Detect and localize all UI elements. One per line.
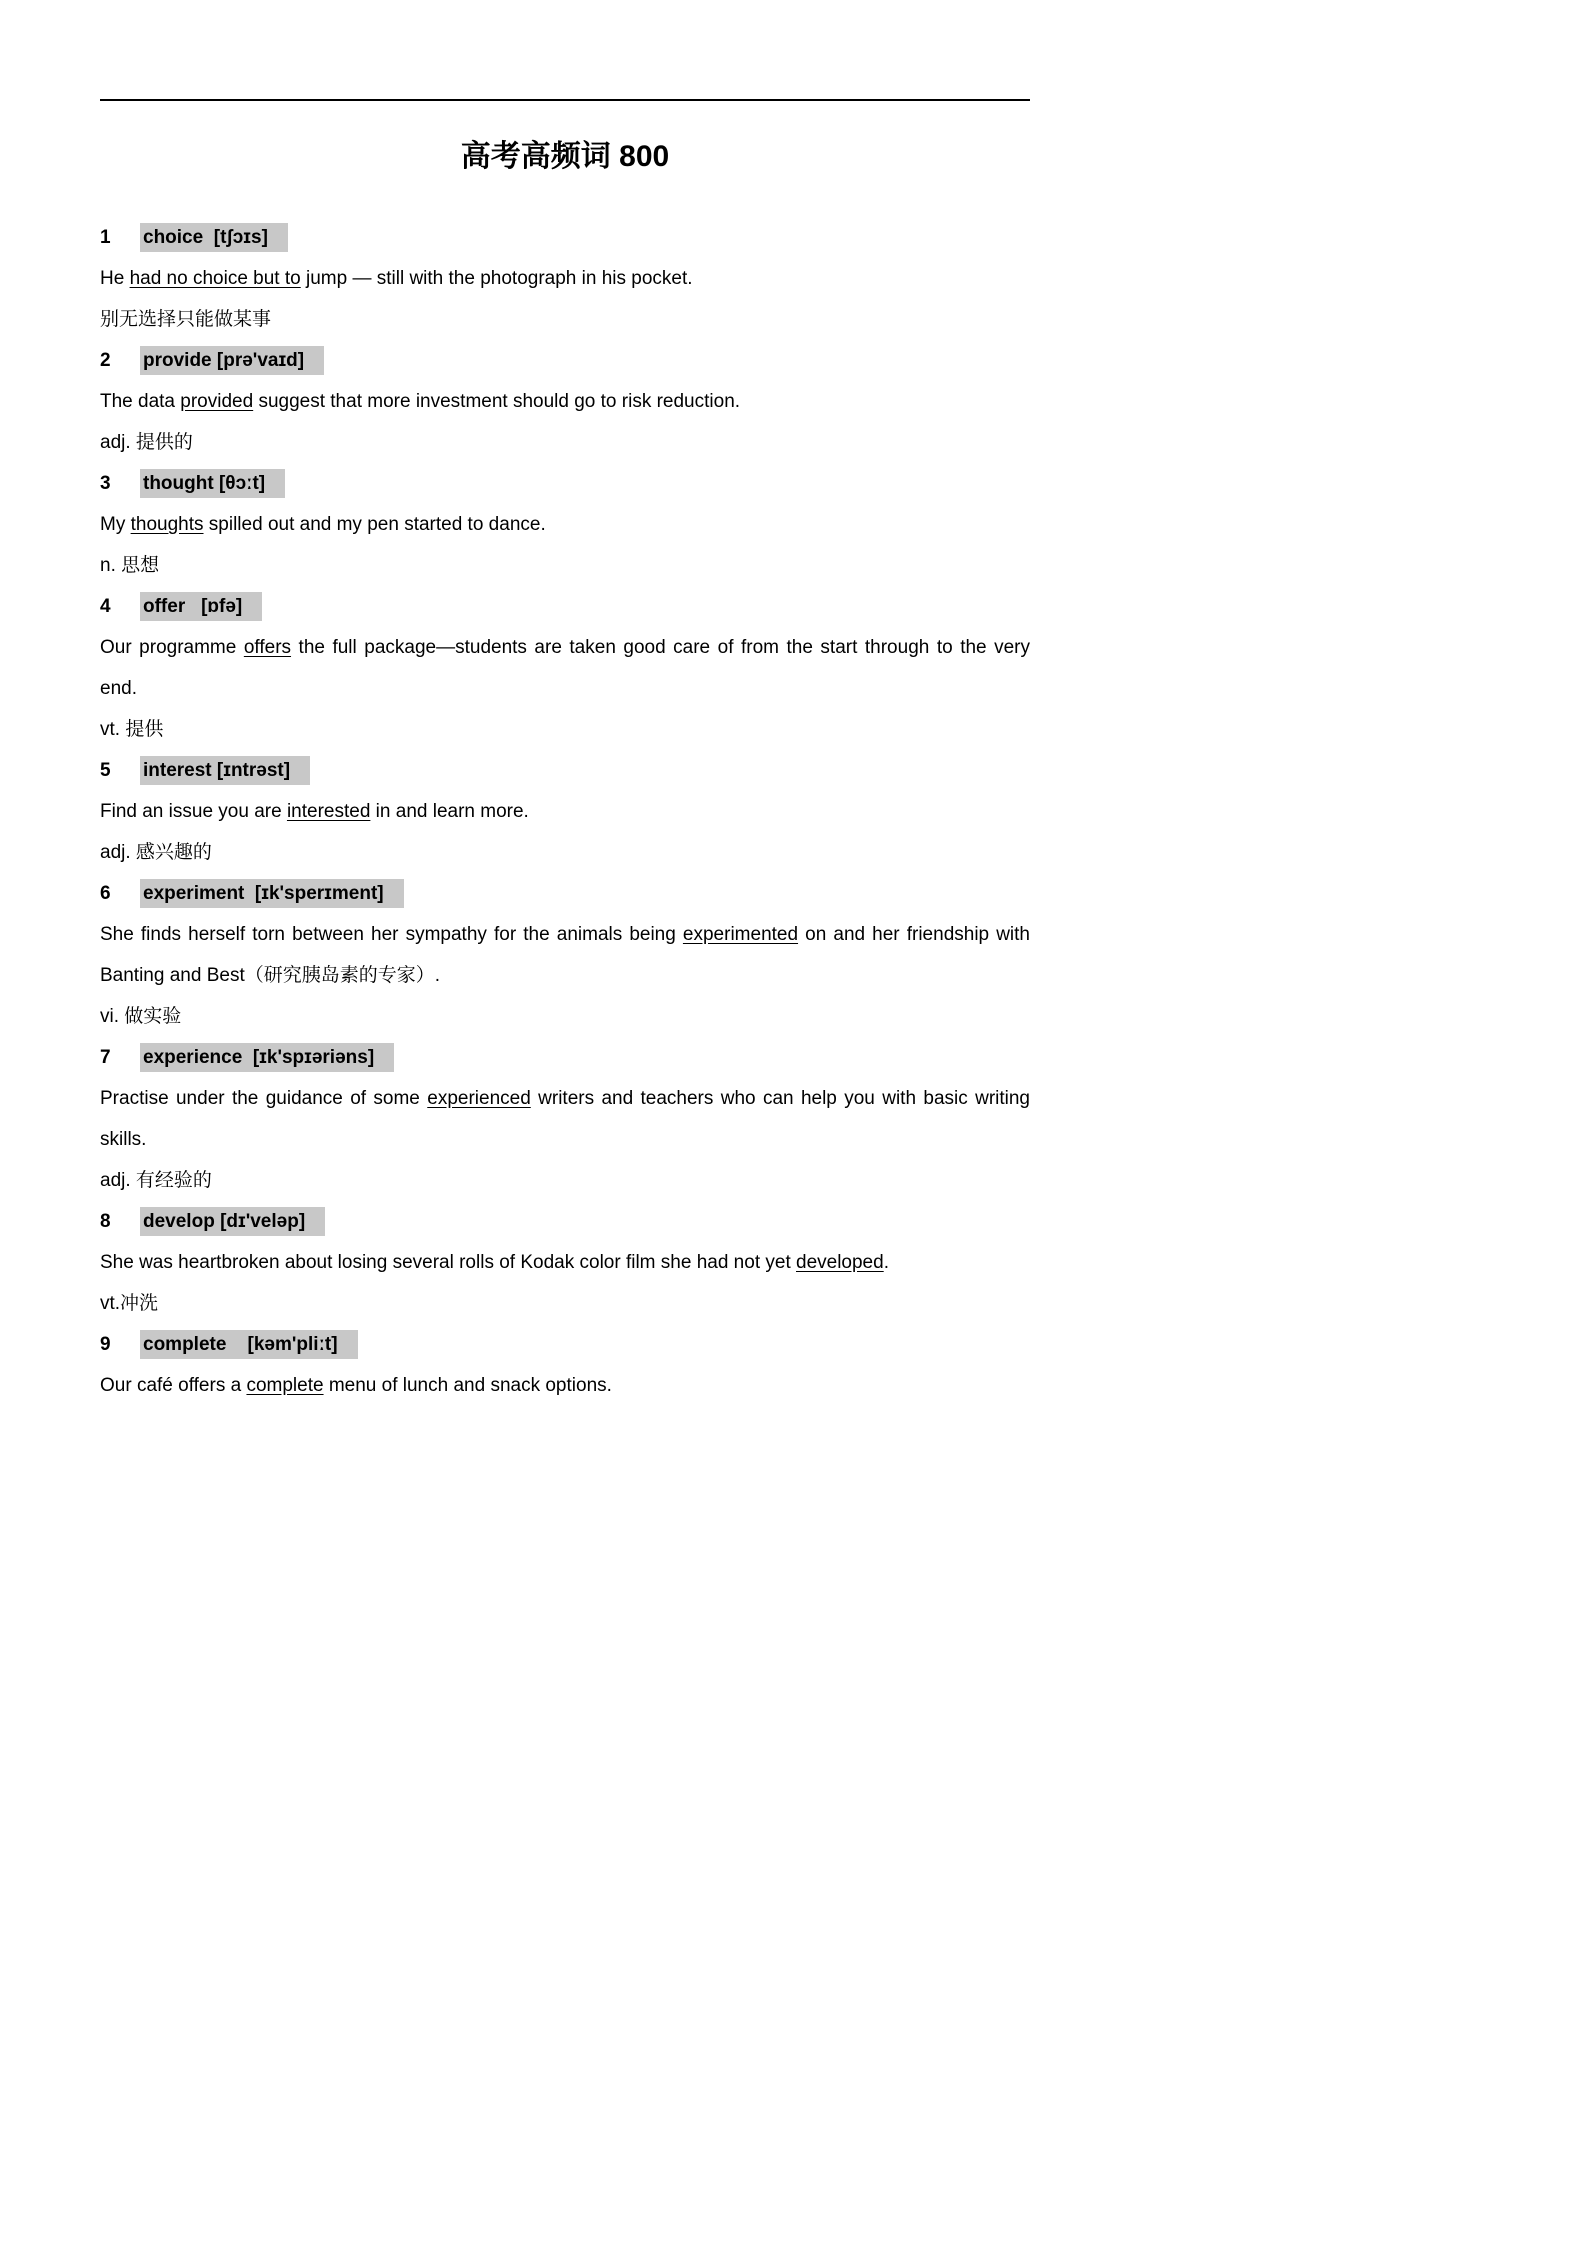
underlined-word: had no choice but to bbox=[129, 268, 301, 289]
entry-number: 1 bbox=[100, 227, 111, 248]
sentence-before: He bbox=[100, 268, 130, 289]
sentence-after: writers and teachers who can help you with basic writing skills. bbox=[100, 1088, 1030, 1150]
sentence-before: Our café offers a bbox=[100, 1375, 247, 1396]
translation: 别无选择只能做某事 bbox=[100, 309, 272, 330]
entry-number: 8 bbox=[100, 1211, 111, 1232]
underlined-word: complete bbox=[246, 1375, 324, 1396]
example-sentence bbox=[100, 627, 1030, 709]
translation: adj. 提供的 bbox=[100, 432, 193, 453]
phonetic-label: [kəm'pliːt] bbox=[226, 1334, 338, 1355]
translation: vi. 做实验 bbox=[100, 1006, 182, 1027]
entry-number: 6 bbox=[100, 883, 111, 904]
underlined-word: interested bbox=[286, 801, 371, 822]
sentence-after: on and her friendship with Banting and Best（研究胰岛素的专家）. bbox=[100, 924, 1030, 986]
sentence-after: spilled out and my pen started to dance. bbox=[203, 514, 546, 535]
vocab-entry-1 bbox=[100, 217, 1030, 340]
sentence-before: Practise under the guidance of some bbox=[100, 1088, 428, 1109]
entry-header bbox=[100, 1037, 1030, 1078]
translation: vt.冲洗 bbox=[100, 1293, 159, 1314]
sentence-after: in and learn more. bbox=[370, 801, 529, 822]
entry-number: 3 bbox=[100, 473, 111, 494]
underlined-word: developed bbox=[796, 1252, 884, 1273]
phonetic-label: [dɪ'veləp] bbox=[214, 1211, 306, 1232]
vocab-entry-4 bbox=[100, 586, 1030, 750]
sentence-before: The data bbox=[100, 391, 181, 412]
phonetic-label: [tʃɔɪs] bbox=[203, 227, 268, 248]
vocab-entry-2 bbox=[100, 340, 1030, 463]
word-label: interest bbox=[143, 760, 212, 781]
word-highlight bbox=[140, 1330, 358, 1359]
document-content bbox=[100, 99, 1030, 1406]
entry-header bbox=[100, 463, 1030, 504]
sentence-before: Our programme bbox=[100, 637, 244, 658]
phonetic-label: [ɪntrəst] bbox=[211, 760, 291, 781]
word-highlight bbox=[140, 592, 262, 621]
phonetic-label: [ɪk'sperɪment] bbox=[244, 883, 384, 904]
vocab-entry-3 bbox=[100, 463, 1030, 586]
entry-number: 2 bbox=[100, 350, 111, 371]
word-highlight bbox=[140, 469, 285, 498]
example-sentence bbox=[100, 914, 1030, 996]
example-sentence bbox=[100, 1365, 1030, 1406]
entry-header bbox=[100, 1324, 1030, 1365]
underlined-word: offers bbox=[243, 637, 292, 658]
sentence-before: My bbox=[100, 514, 131, 535]
sentence-before: She finds herself torn between her sympathy for the animals being bbox=[100, 924, 683, 945]
entry-header bbox=[100, 586, 1030, 627]
vocab-entry-5 bbox=[100, 750, 1030, 873]
phonetic-label: [prə'vaɪd] bbox=[211, 350, 305, 371]
sentence-after: . bbox=[883, 1252, 889, 1273]
word-label: experiment bbox=[143, 883, 245, 904]
phonetic-label: [θɔːt] bbox=[213, 473, 266, 494]
word-label: choice bbox=[143, 227, 204, 248]
entry-header bbox=[100, 750, 1030, 791]
word-label: thought bbox=[143, 473, 214, 494]
example-sentence bbox=[100, 1078, 1030, 1160]
word-label: complete bbox=[143, 1334, 227, 1355]
entry-number: 5 bbox=[100, 760, 111, 781]
entry-number: 9 bbox=[100, 1334, 111, 1355]
word-highlight bbox=[140, 1043, 394, 1072]
word-label: provide bbox=[143, 350, 212, 371]
horizontal-rule bbox=[100, 99, 1030, 101]
entry-number: 4 bbox=[100, 596, 111, 617]
translation: n. 思想 bbox=[100, 555, 160, 576]
translation: vt. 提供 bbox=[100, 719, 164, 740]
entry-header bbox=[100, 217, 1030, 258]
entry-number: 7 bbox=[100, 1047, 111, 1068]
word-highlight bbox=[140, 223, 288, 252]
word-label: develop bbox=[143, 1211, 215, 1232]
word-label: offer bbox=[143, 596, 186, 617]
document-title: 高考高频词 800 bbox=[460, 140, 670, 173]
phonetic-label: [ɒfə] bbox=[185, 596, 243, 617]
translation: adj. 有经验的 bbox=[100, 1170, 212, 1191]
underlined-word: experienced bbox=[427, 1088, 531, 1109]
sentence-after: suggest that more investment should go to risk reduction. bbox=[253, 391, 741, 412]
vocab-entry-6 bbox=[100, 873, 1030, 1037]
entry-header bbox=[100, 1201, 1030, 1242]
example-sentence bbox=[100, 381, 1030, 422]
sentence-before: She was heartbroken about losing several rolls of Kodak color film she had not yet bbox=[100, 1252, 796, 1273]
word-label: experience bbox=[143, 1047, 243, 1068]
sentence-after: the full package—students are taken good care of from the start through to the very end. bbox=[100, 637, 1031, 699]
underlined-word: provided bbox=[180, 391, 254, 412]
vocab-entry-7 bbox=[100, 1037, 1030, 1201]
phonetic-label: [ɪk'spɪəriəns] bbox=[242, 1047, 375, 1068]
entry-header bbox=[100, 873, 1030, 914]
word-highlight bbox=[140, 346, 324, 375]
vocab-entry-9 bbox=[100, 1324, 1030, 1406]
translation: adj. 感兴趣的 bbox=[100, 842, 212, 863]
entry-header bbox=[100, 340, 1030, 381]
example-sentence bbox=[100, 504, 1030, 545]
example-sentence bbox=[100, 258, 1030, 299]
example-sentence bbox=[100, 791, 1030, 832]
word-highlight bbox=[140, 1207, 325, 1236]
underlined-word: thoughts bbox=[130, 514, 204, 535]
sentence-after: menu of lunch and snack options. bbox=[323, 1375, 612, 1396]
vocab-entry-8 bbox=[100, 1201, 1030, 1324]
sentence-before: Find an issue you are bbox=[100, 801, 287, 822]
example-sentence bbox=[100, 1242, 1030, 1283]
underlined-word: experimented bbox=[682, 924, 799, 945]
word-highlight bbox=[140, 879, 404, 908]
sentence-after: jump — still with the photograph in his pocket. bbox=[300, 268, 693, 289]
word-highlight bbox=[140, 756, 310, 785]
